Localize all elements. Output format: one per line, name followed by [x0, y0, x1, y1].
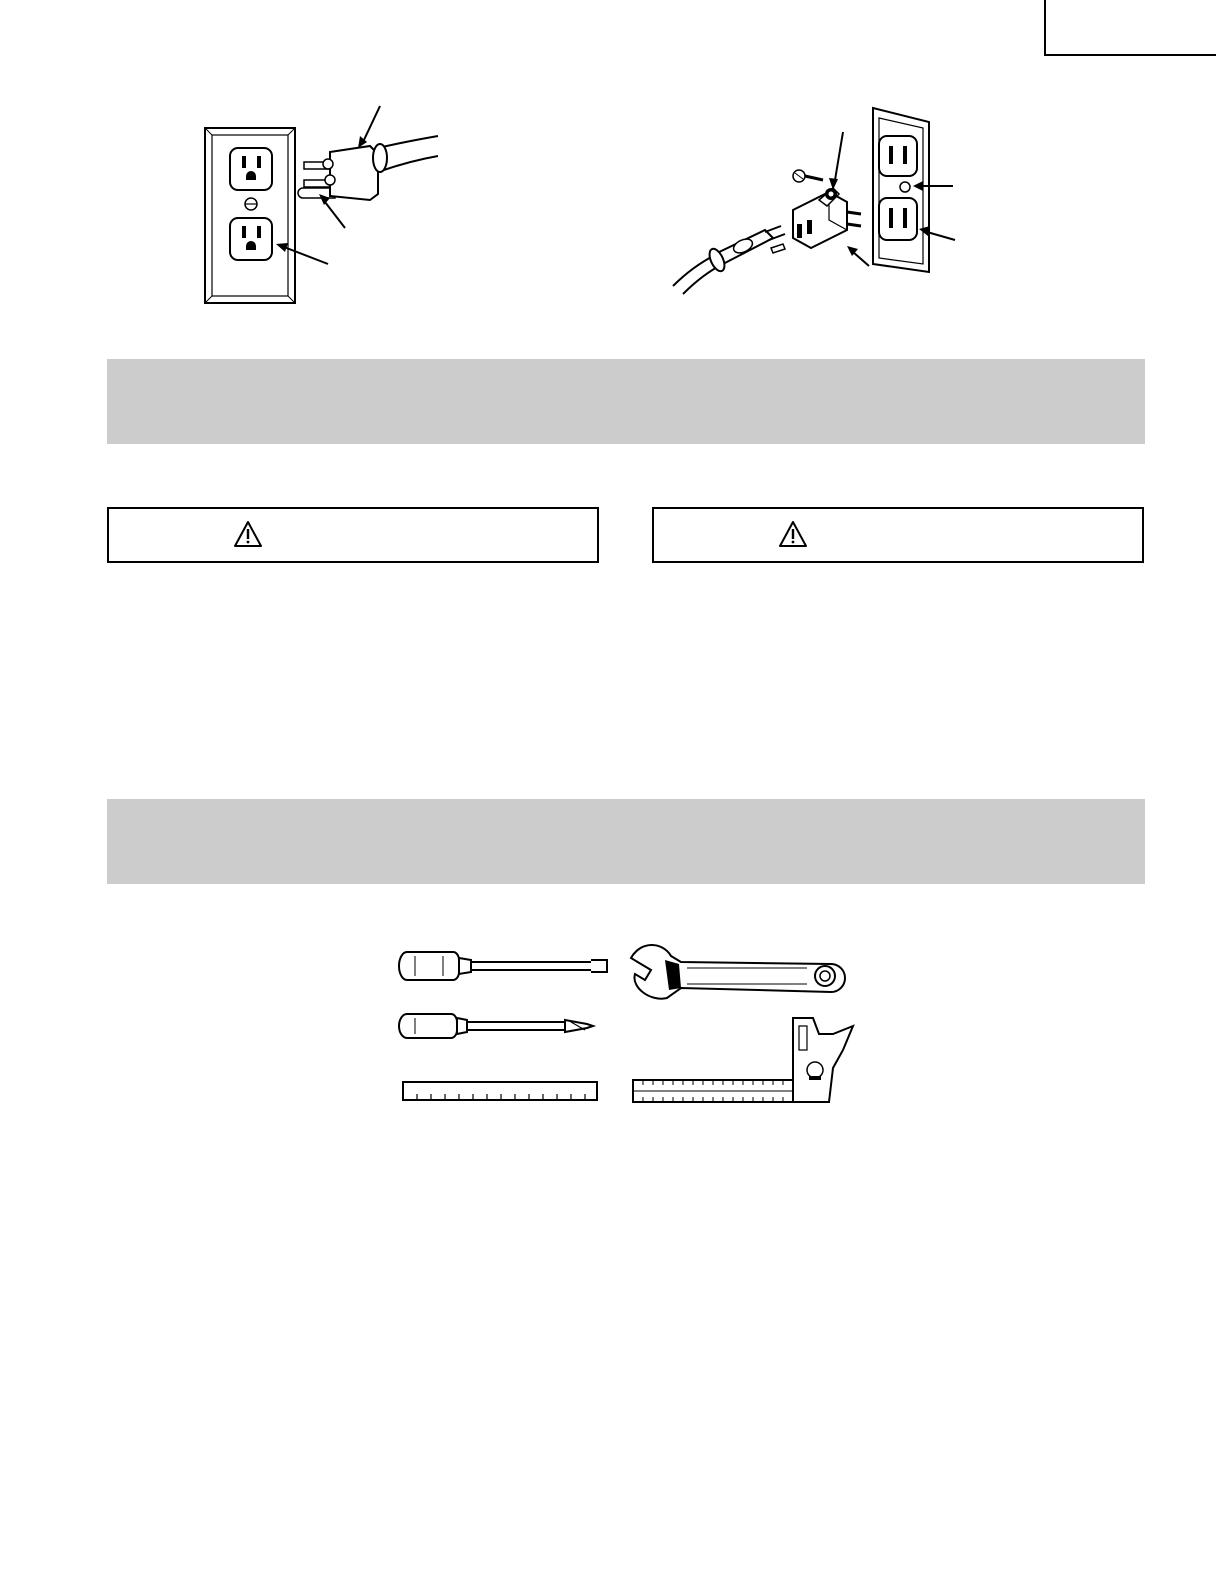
- grounding-adapter-illustration: [665, 100, 965, 300]
- page-number-tab: [1044, 0, 1216, 56]
- grounded-outlet-illustration: [190, 100, 450, 310]
- warning-box: [652, 507, 1144, 563]
- phillips-screwdriver-icon: [399, 1014, 593, 1038]
- section-header-band: [107, 799, 1145, 884]
- flat-screwdriver-icon: [399, 952, 607, 980]
- tools-illustration: [395, 930, 865, 1110]
- adjustable-wrench-icon: [631, 945, 845, 999]
- combination-square-icon: [633, 1018, 853, 1102]
- warning-triangle-icon: [233, 520, 263, 548]
- warning-triangle-icon: [778, 520, 808, 548]
- section-header-band: [107, 359, 1145, 444]
- ruler-icon: [403, 1082, 597, 1100]
- warning-box: [107, 507, 599, 563]
